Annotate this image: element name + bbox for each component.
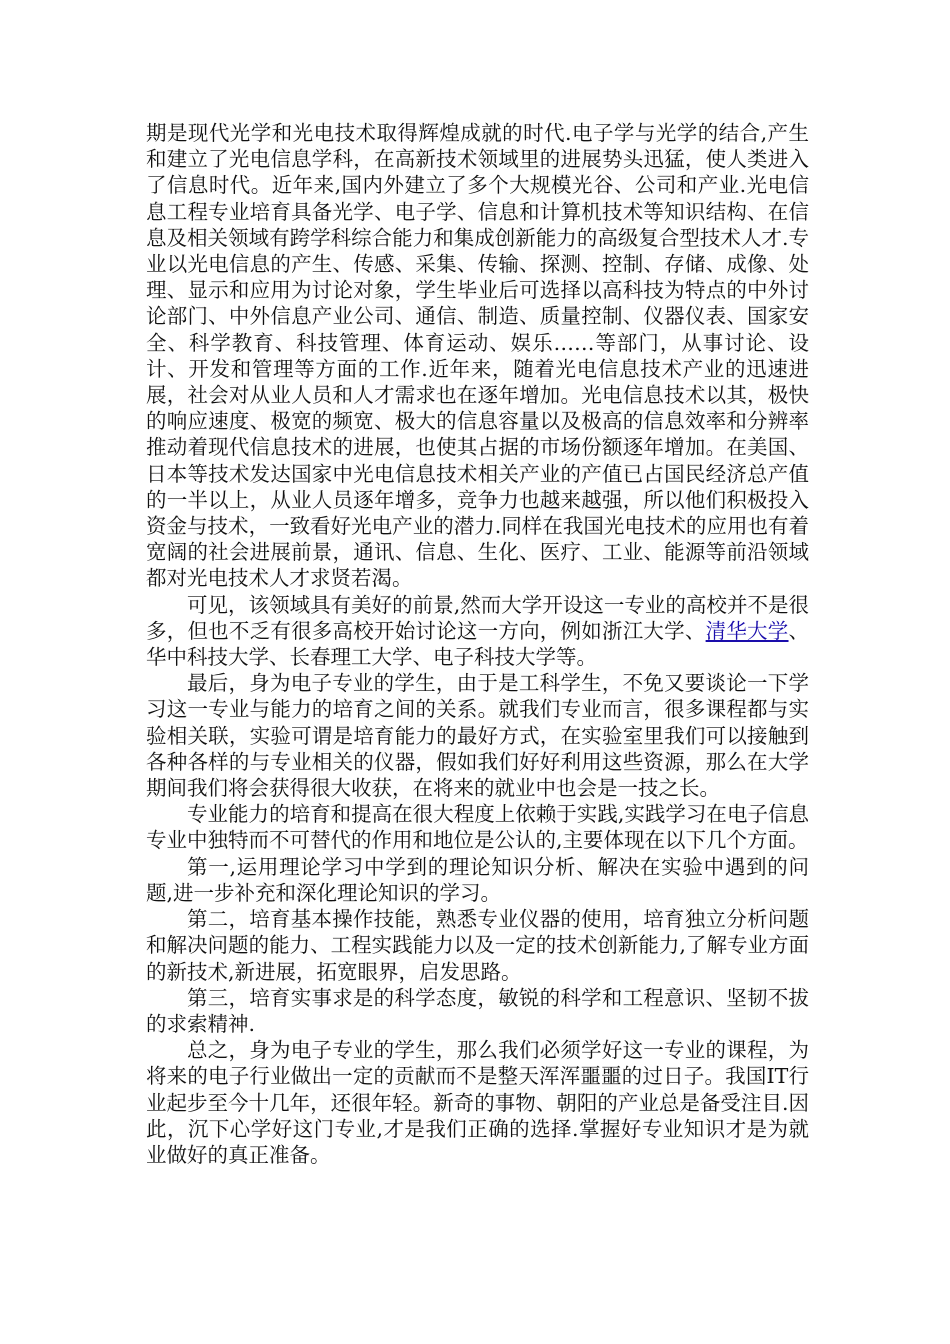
paragraph-practice: 专业能力的培育和提高在很大程度上依赖于实践,实践学习在电子信息专业中独特而不可替代的作用和地位是公认的,主要体现在以下几个方面。 [146, 802, 809, 853]
paragraph-continuation: 期是现代光学和光电技术取得辉煌成就的时代.电子学与光学的结合,产生和建立了光电信息学科，在高新技术领域里的进展势头迅猛，使人类进入了信息时代。近年来,国内外建立了多个大规模光谷、公司和产业.光电信息工程专业培育具备光学、电子学、信息和计算机技术等知识结构、在信息及相关领域有跨学科综合能力和集成创新能力的高级复合型技术人才.专业以光电信息的产生、传感、采集、传输、探测、控制、存储、成像、处理、显示和应用为讨论对象，学生毕业后可选择以高科技为特点的中外讨论部门、中外信息产业公司、通信、制造、质量控制、仪器仪表、国家安全、科学教育、科技管理、体育运动、娱乐……等部门，从事讨论、设计、开发和管理等方面的工作.近年来，随着光电信息技术产业的迅速进展，社会对从业人员和人才需求也在逐年增加。光电信息技术以其，极快的响应速度、极宽的频宽、极大的信息容量以及极高的信息效率和分辨率推动着现代信息技术的进展，也使其占据的市场份额逐年增加。在美国、日本等技术发达国家中光电信息技术相关产业的产值已占国民经济总产值的一半以上，从业人员逐年增多，竞争力也越来越强，所以他们积极投入资金与技术，一致看好光电产业的潜力.同样在我国光电技术的应用也有着宽阔的社会进展前景，通讯、信息、生化、医疗、工业、能源等前沿领域都对光电技术人才求贤若渴。 [146, 121, 809, 591]
paragraph-prospects [146, 592, 809, 671]
paragraph-first: 第一,运用理论学习中学到的理论知识分析、解决在实验中遇到的问题,进一步补充和深化理论知识的学习。 [146, 854, 809, 905]
paragraph-second: 第二，培育基本操作技能，熟悉专业仪器的使用，培育独立分析问题和解决问题的能力、工程实践能力以及一定的技术创新能力,了解专业方面的新技术,新进展，拓宽眼界，启发思路。 [146, 907, 809, 984]
document-body [146, 120, 809, 1168]
paragraph-third: 第三，培育实事求是的科学态度，敏锐的科学和工程意识、坚韧不拔的求索精神. [146, 985, 809, 1036]
paragraph-finally: 最后，身为电子专业的学生，由于是工科学生，不免又要谈论一下学习这一专业与能力的培育之间的关系。就我们专业而言，很多课程都与实验相关联，实验可谓是培育能力的最好方式，在实验室里我们可以接触到各种各样的与专业相关的仪器，假如我们好好利用这些资源，那么在大学期间我们将会获得很大收获，在将来的就业中也会是一技之长。 [146, 671, 809, 801]
paragraph-conclusion: 总之，身为电子专业的学生，那么我们必须学好这一专业的课程，为将来的电子行业做出一定的贡献而不是整天浑浑噩噩的过日子。我国IT行业起步至今十几年，还很年轻。新奇的事物、朝阳的产业总是备受注目.因此，沉下心学好这门专业,才是我们正确的选择.掌握好专业知识才是为就业做好的真正准备。 [146, 1038, 809, 1167]
paragraph-prospects-text-before: 可见，该领域具有美好的前景,然而大学开设这一专业的高校并不是很多，但也不乏有很多高校开始讨论这一方向，例如浙江大学、 [146, 592, 809, 643]
tsinghua-university-link[interactable]: 清华大学 [705, 618, 789, 643]
paragraph-prospects-text-after: 、华中科技大学、长春理工大学、电子科技大学等。 [146, 618, 810, 670]
